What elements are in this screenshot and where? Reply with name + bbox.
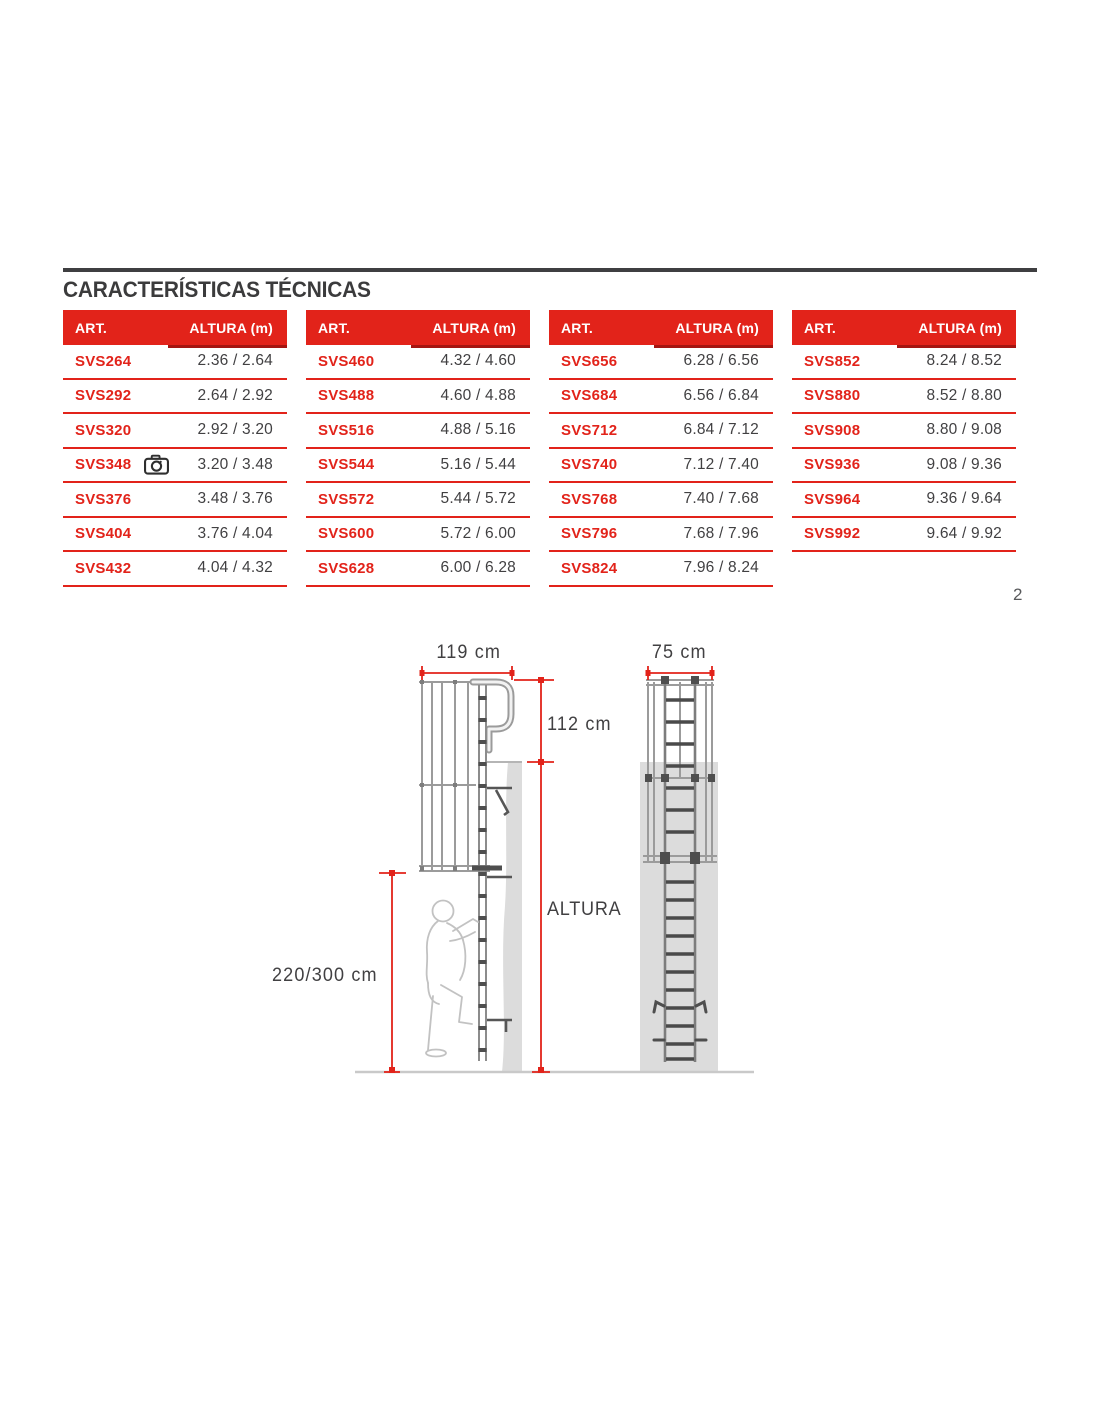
person-height-label: 220/300 cm [272, 965, 378, 986]
header-art: ART. [561, 319, 593, 336]
altura-value: 8.80 / 9.08 [926, 421, 1002, 439]
header-art: ART. [318, 319, 350, 336]
article-code: SVS600 [318, 525, 375, 543]
altura-label: ALTURA [547, 899, 622, 920]
table-row [63, 345, 287, 380]
camera-icon [143, 454, 170, 475]
altura-value: 8.52 / 8.80 [926, 386, 1002, 404]
article-code: SVS684 [561, 387, 618, 405]
table-row [549, 345, 773, 380]
table-row [792, 414, 1016, 449]
altura-value: 9.08 / 9.36 [926, 455, 1002, 473]
article-code: SVS264 [75, 352, 132, 370]
altura-value: 5.44 / 5.72 [440, 490, 516, 508]
table-row [63, 414, 287, 449]
spec-table [63, 310, 287, 587]
altura-value: 6.56 / 6.84 [683, 386, 759, 404]
article-code: SVS628 [318, 559, 375, 577]
article-code: SVS908 [804, 421, 861, 439]
table-row [792, 483, 1016, 518]
article-code: SVS544 [318, 456, 375, 474]
table-row [306, 380, 530, 415]
altura-value: 2.92 / 3.20 [197, 421, 273, 439]
article-code: SVS292 [75, 387, 132, 405]
section-divider [63, 268, 1037, 272]
table-row [63, 518, 287, 553]
altura-value: 7.68 / 7.96 [683, 524, 759, 542]
altura-value: 9.36 / 9.64 [926, 490, 1002, 508]
side-view-cage-joints [420, 680, 457, 871]
article-code: SVS348 [75, 456, 132, 474]
altura-value: 6.00 / 6.28 [440, 559, 516, 577]
side-width-label: 119 cm [436, 642, 502, 663]
header-art: ART. [75, 319, 107, 336]
header-altura: ALTURA (m) [675, 319, 759, 336]
article-code: SVS656 [561, 352, 618, 370]
page-title: CARACTERÍSTICAS TÉCNICAS [63, 277, 371, 302]
article-code: SVS516 [318, 421, 375, 439]
article-code: SVS796 [561, 525, 618, 543]
table-header [306, 310, 530, 345]
article-code: SVS880 [804, 387, 861, 405]
article-code: SVS936 [804, 456, 861, 474]
table-row [792, 449, 1016, 484]
article-code: SVS964 [804, 490, 861, 508]
article-code: SVS852 [804, 352, 861, 370]
altura-value: 3.76 / 4.04 [197, 524, 273, 542]
person-figure [426, 901, 478, 1057]
spec-table [549, 310, 773, 587]
table-header [792, 310, 1016, 345]
header-altura: ALTURA (m) [189, 319, 273, 336]
article-code: SVS376 [75, 490, 132, 508]
altura-value: 7.40 / 7.68 [683, 490, 759, 508]
article-code: SVS488 [318, 387, 375, 405]
article-code: SVS320 [75, 421, 132, 439]
table-row [549, 449, 773, 484]
altura-value: 7.12 / 7.40 [683, 455, 759, 473]
table-row [63, 483, 287, 518]
partial-page-number: 2 [1013, 585, 1023, 604]
spec-table [792, 310, 1016, 587]
table-row [306, 552, 530, 587]
table-row [63, 552, 287, 587]
altura-value: 2.64 / 2.92 [197, 386, 273, 404]
article-code: SVS992 [804, 525, 861, 543]
article-code: SVS432 [75, 559, 132, 577]
altura-value: 8.24 / 8.52 [926, 352, 1002, 370]
article-code: SVS460 [318, 352, 375, 370]
front-width-label: 75 cm [651, 642, 707, 663]
table-header [549, 310, 773, 345]
table-row [549, 414, 773, 449]
table-row [549, 483, 773, 518]
spec-table [306, 310, 530, 587]
altura-value: 4.04 / 4.32 [197, 559, 273, 577]
header-altura: ALTURA (m) [432, 319, 516, 336]
altura-value: 4.88 / 5.16 [440, 421, 516, 439]
altura-value: 4.32 / 4.60 [440, 352, 516, 370]
table-row [792, 380, 1016, 415]
altura-value: 2.36 / 2.64 [197, 352, 273, 370]
header-altura: ALTURA (m) [918, 319, 1002, 336]
table-row [792, 518, 1016, 553]
table-row [306, 345, 530, 380]
altura-value: 9.64 / 9.92 [926, 524, 1002, 542]
article-code: SVS404 [75, 525, 132, 543]
ladder-diagram [260, 630, 780, 1090]
table-row [549, 380, 773, 415]
top-extension-label: 112 cm [547, 714, 612, 735]
table-row [306, 414, 530, 449]
altura-value: 3.48 / 3.76 [197, 490, 273, 508]
article-code: SVS768 [561, 490, 618, 508]
table-row [63, 380, 287, 415]
spec-tables [63, 310, 1016, 587]
article-code: SVS824 [561, 559, 618, 577]
table-header [63, 310, 287, 345]
article-code: SVS572 [318, 490, 375, 508]
side-view-ladder [479, 685, 486, 1062]
altura-value: 5.16 / 5.44 [440, 455, 516, 473]
table-row [306, 518, 530, 553]
table-row [306, 449, 530, 484]
article-code: SVS740 [561, 456, 618, 474]
table-row [549, 518, 773, 553]
table-row [306, 483, 530, 518]
article-code: SVS712 [561, 421, 618, 439]
altura-value: 6.84 / 7.12 [683, 421, 759, 439]
altura-value: 6.28 / 6.56 [683, 352, 759, 370]
altura-value: 4.60 / 4.88 [440, 386, 516, 404]
altura-value: 3.20 / 3.48 [197, 455, 273, 473]
table-row [549, 552, 773, 587]
table-row [63, 449, 287, 484]
altura-value: 7.96 / 8.24 [683, 559, 759, 577]
altura-value: 5.72 / 6.00 [440, 524, 516, 542]
table-row [792, 345, 1016, 380]
ladder-technical-drawing [260, 630, 780, 1090]
header-art: ART. [804, 319, 836, 336]
